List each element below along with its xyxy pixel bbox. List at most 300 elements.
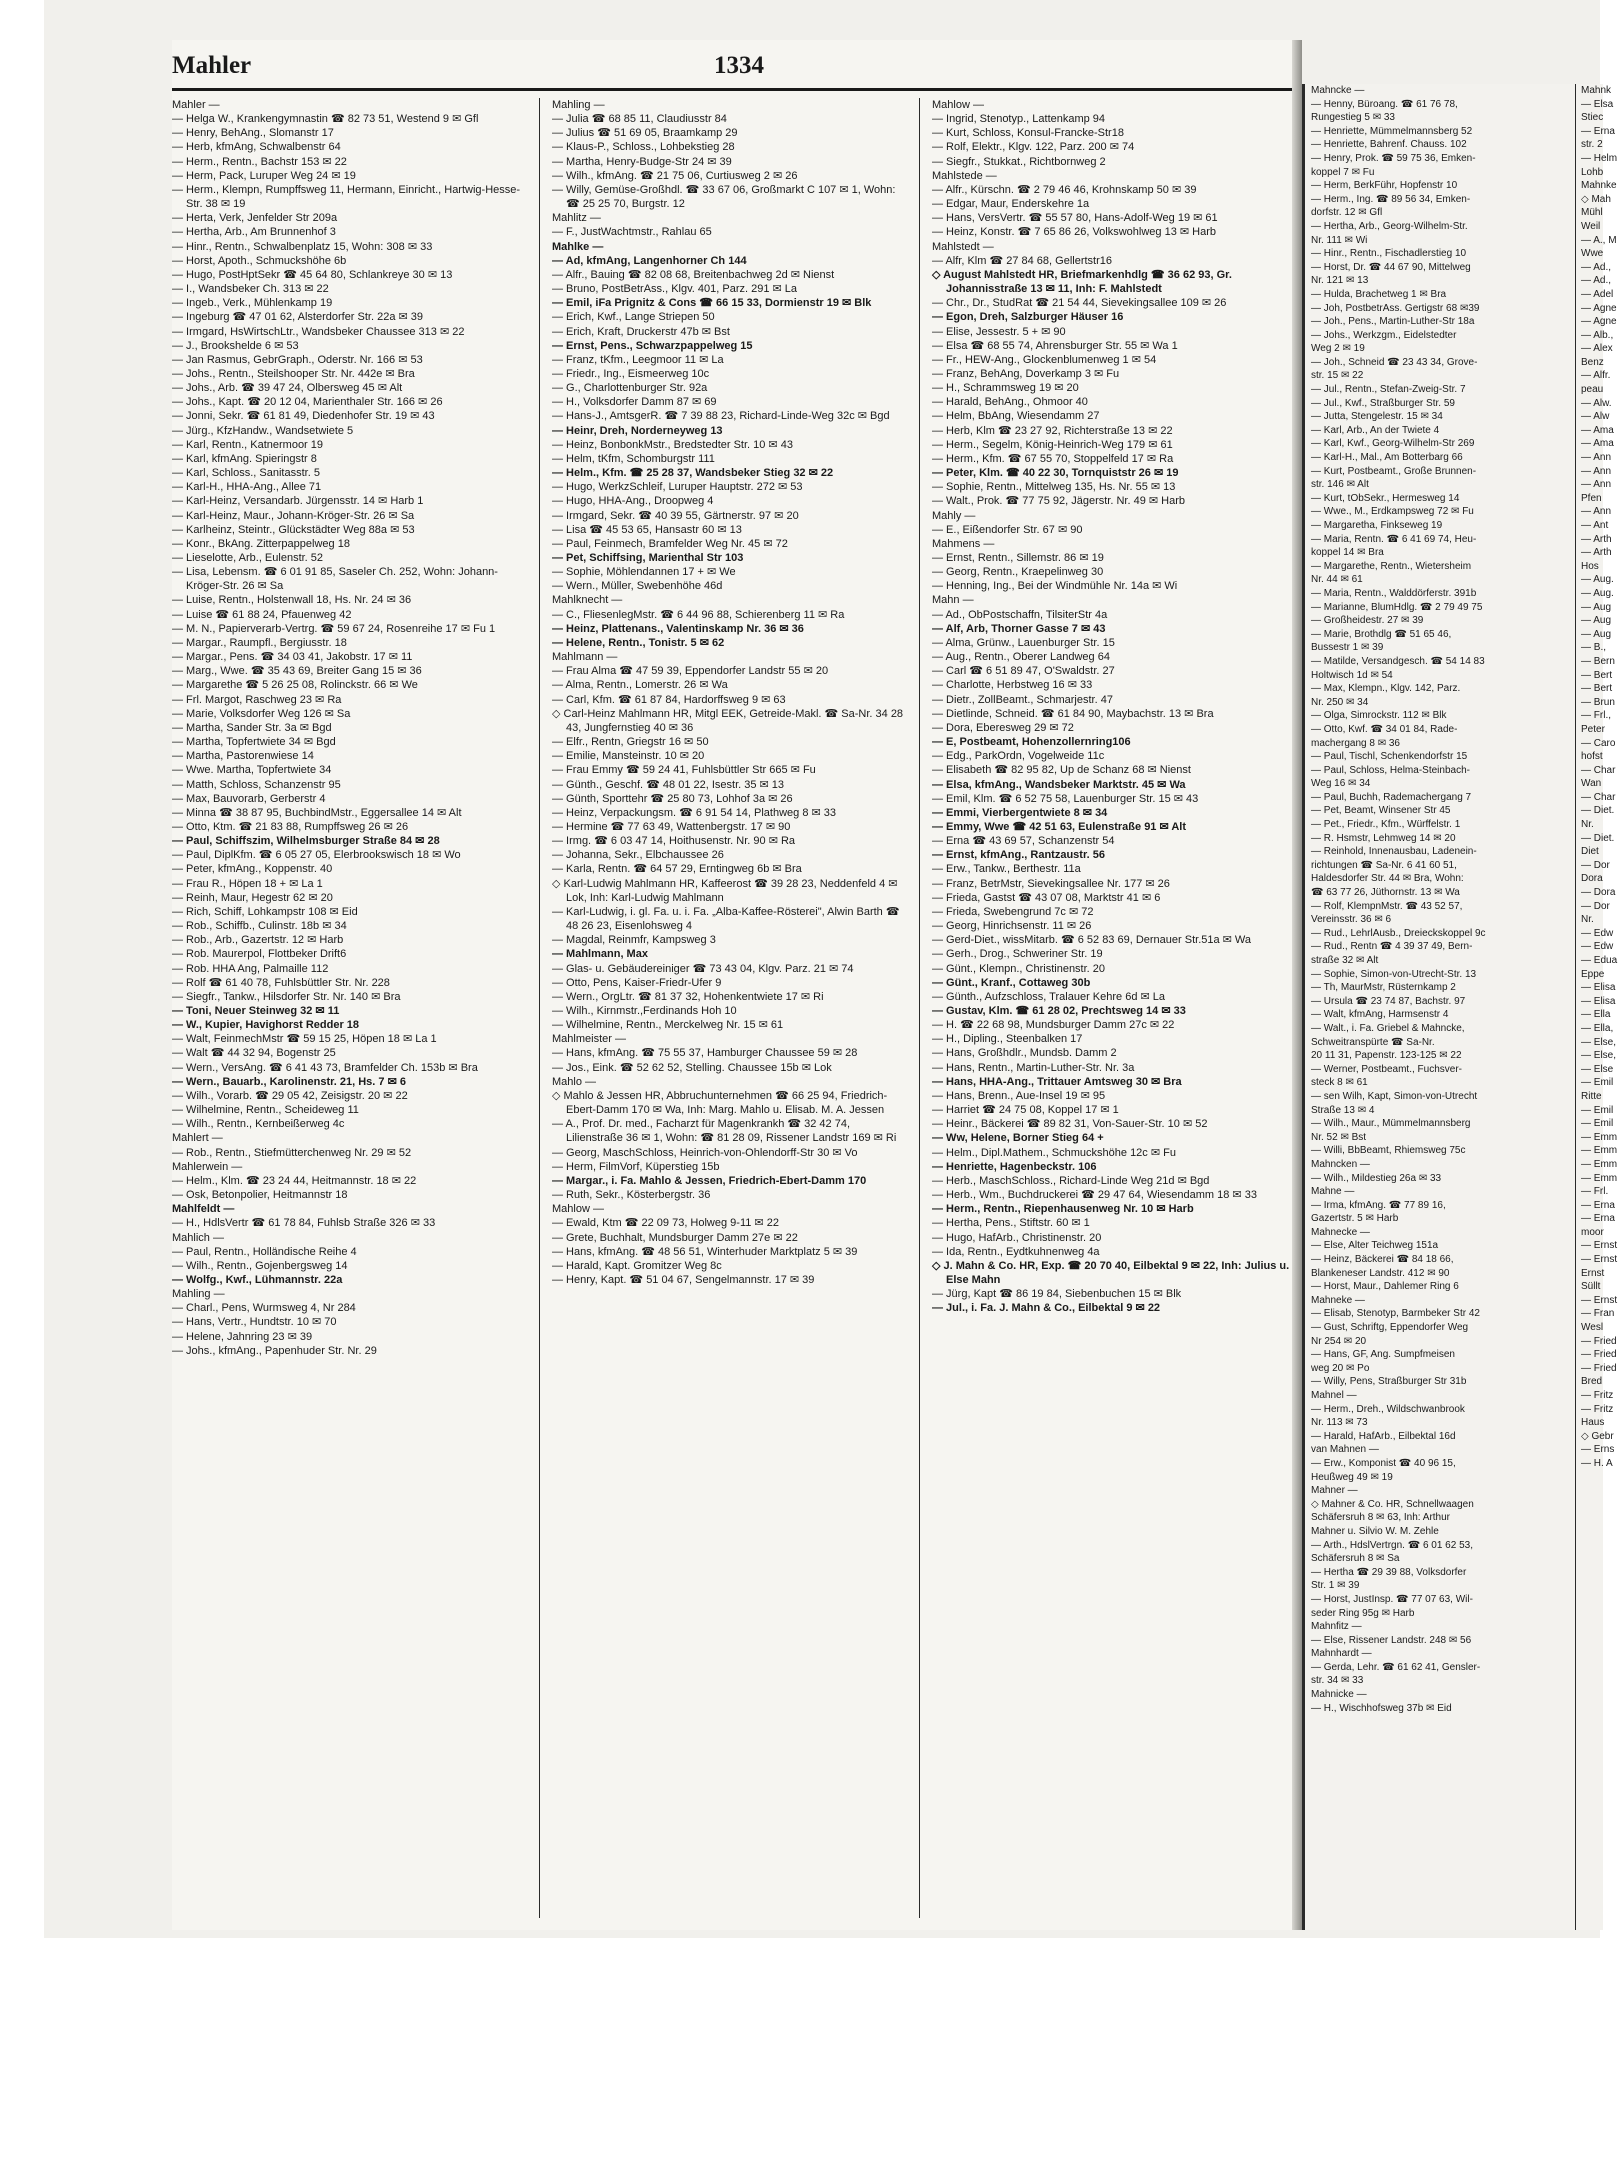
- directory-line: Gazertstr. 5 ✉ Harb: [1311, 1213, 1399, 1225]
- directory-line: Mahnicke —: [1311, 1689, 1367, 1701]
- directory-line: — Emm: [1581, 1131, 1618, 1143]
- directory-entry: — Herm, FilmVorf, Küperstieg 15b: [552, 1160, 720, 1173]
- directory-entry: — Herm., Rentn., Bachstr 153 ✉ 22: [172, 155, 347, 168]
- directory-line: Diet: [1581, 846, 1599, 858]
- surname-heading: Mahlfeldt —: [172, 1203, 235, 1216]
- directory-line: Holtwisch 1d ✉ 54: [1311, 669, 1393, 681]
- directory-entry: — Wern., OrgLtr. ☎ 81 37 32, Hohenkentwiete 17 ✉ Ri: [552, 990, 824, 1003]
- directory-line: — Ernst: [1581, 1294, 1618, 1306]
- directory-line: peau: [1581, 384, 1604, 396]
- directory-entry: — Herm., Kfm. ☎ 67 55 70, Stoppelfeld 17 ✉ Ra: [932, 452, 1174, 465]
- directory-entry: — G., Charlottenburger Str. 92a: [552, 382, 708, 395]
- directory-entry: — Herb, Klm ☎ 23 27 92, Richterstraße 13 ✉ 22: [932, 424, 1173, 437]
- directory-entry: — Rolf, Elektr., Klgv. 122, Parz. 200 ✉ 74: [932, 141, 1135, 154]
- directory-entry: — Helene, Rentn., Tonistr. 5 ✉ 62: [552, 636, 725, 649]
- directory-entry: — Otto, Ktm. ☎ 21 83 88, Rumpffsweg 26 ✉ 26: [172, 820, 409, 833]
- directory-line: ☎ 63 77 26, Jüthornstr. 13 ✉ Wa: [1311, 887, 1460, 899]
- directory-line: Süllt: [1581, 1281, 1601, 1293]
- directory-line: seder Ring 95g ✉ Harb: [1311, 1607, 1415, 1619]
- directory-line: — Ann: [1581, 465, 1612, 477]
- directory-entry: — Erich, Kwf., Lange Striepen 50: [552, 311, 715, 324]
- directory-line: Mahncken —: [1311, 1158, 1370, 1170]
- directory-line: — Margarethe, Rentn., Wietersheim: [1311, 560, 1472, 572]
- directory-line: — Emm: [1581, 1158, 1618, 1170]
- directory-line: Weg 2 ✉ 19: [1311, 343, 1365, 355]
- surname-heading: Mahling —: [172, 1288, 225, 1301]
- running-head: Mahler: [172, 52, 252, 79]
- directory-line: Straße 13 ✉ 4: [1311, 1104, 1375, 1116]
- directory-line: Rungestieg 5 ✉ 33: [1311, 112, 1395, 124]
- directory-entry: — Minna ☎ 38 87 95, BuchbindMstr., Eggersallee 14 ✉ Alt: [172, 806, 462, 819]
- directory-entry: — Henry, BehAng., Slomanstr 17: [172, 127, 334, 140]
- directory-entry: — Karlheinz, Steintr., Glückstädter Weg 88a ✉ 53: [172, 523, 415, 536]
- directory-entry: — E, Postbeamt, Hohenzollernring106: [932, 736, 1131, 749]
- directory-entry: — C., FliesenlegMstr. ☎ 6 44 96 88, Schierenberg 11 ✉ Ra: [552, 608, 845, 621]
- directory-entry: — Martha, Sander Str. 3a ✉ Bgd: [172, 721, 332, 734]
- surname-heading: Mahlerwein —: [172, 1160, 243, 1173]
- directory-line: — Erna: [1581, 1213, 1615, 1225]
- directory-entry: — Rolf ☎ 61 40 78, Fuhlsbüttler Str. Nr. 228: [172, 976, 390, 989]
- directory-entry: — Wilhelmine, Rentn., Merckelweg Nr. 15 ✉ 61: [552, 1019, 784, 1032]
- directory-line: Nr.: [1581, 914, 1594, 926]
- directory-line: Ritte: [1581, 1090, 1602, 1102]
- directory-line: Weg 16 ✉ 34: [1311, 778, 1371, 790]
- surname-heading: Mahlo —: [552, 1075, 597, 1088]
- directory-line: — Elisa: [1581, 982, 1616, 994]
- directory-line: — Matilde, Versandgesch. ☎ 54 14 83: [1311, 655, 1485, 667]
- directory-line: — Ernst: [1581, 1254, 1618, 1266]
- directory-entry: — Frau Emmy ☎ 59 24 41, Fuhlsbüttler Str 665 ✉ Fu: [552, 764, 816, 777]
- directory-entry: — Matth, Schloss, Schanzenstr 95: [172, 778, 341, 791]
- directory-entry: — F., JustWachtmstr., Rahlau 65: [552, 226, 712, 239]
- directory-entry: — Herta, Verk, Jenfelder Str 209a: [172, 212, 338, 225]
- directory-line: Nr. 113 ✉ 73: [1311, 1417, 1368, 1429]
- directory-line: — Else, Rissener Landstr. 248 ✉ 56: [1311, 1634, 1472, 1646]
- directory-entry: — W., Kupier, Havighorst Redder 18: [172, 1019, 360, 1032]
- directory-line: Haus: [1581, 1417, 1605, 1429]
- directory-line: Mahnhardt —: [1311, 1648, 1372, 1660]
- directory-entry: — Irmgard, Sekr. ☎ 40 39 55, Gärtnerstr. 97 ✉ 20: [552, 509, 799, 522]
- directory-line: — Jul., Kwf., Straßburger Str. 59: [1311, 397, 1455, 409]
- directory-entry: — Hans, Vertr., Hundtstr. 10 ✉ 70: [172, 1316, 337, 1329]
- directory-line: Mahne —: [1311, 1186, 1355, 1198]
- directory-line: Mahnecke —: [1311, 1226, 1370, 1238]
- directory-line: Vereinsstr. 36 ✉ 6: [1311, 914, 1392, 926]
- directory-entry: — H., Dipling., Steenbalken 17: [932, 1033, 1083, 1046]
- directory-entry: ◇ Karl-Ludwig Mahlmann HR, Kaffeerost ☎ 39 28 23, Neddenfeld 4 ✉ Lok, Inh: Karl-Ludwig Mahlmann: [552, 877, 898, 904]
- directory-line: Lohb: [1581, 166, 1604, 178]
- directory-entry: — Walt ☎ 44 32 94, Bogenstr 25: [172, 1047, 336, 1060]
- directory-line: — Th, MaurMstr, Rüsternkamp 2: [1311, 982, 1456, 994]
- directory-line: — Fritz: [1581, 1403, 1614, 1415]
- directory-entry: — Ewald, Ktm ☎ 22 09 73, Holweg 9-11 ✉ 22: [552, 1217, 779, 1230]
- directory-line: — Agne: [1581, 302, 1617, 314]
- directory-line: Eppe: [1581, 968, 1605, 980]
- directory-line: Schweitranspürte ☎ Sa-Nr.: [1311, 1036, 1435, 1048]
- directory-entry: — Bruno, PostBetrAss., Klgv. 401, Parz. 291 ✉ La: [552, 283, 798, 296]
- directory-line: — Jul., Rentn., Stefan-Zweig-Str. 7: [1311, 384, 1466, 396]
- directory-entry: — Glas- u. Gebäudereiniger ☎ 73 43 04, Klgv. Parz. 21 ✉ 74: [552, 962, 854, 975]
- directory-line: — Else: [1581, 1063, 1614, 1075]
- directory-entry: — Heinz, Konstr. ☎ 7 65 86 26, Volkswohlweg 13 ✉ Harb: [932, 226, 1217, 239]
- directory-column-3: [932, 98, 1292, 1918]
- directory-entry: — Marie, Volksdorfer Weg 126 ✉ Sa: [172, 707, 351, 720]
- directory-entry: — Frau Alma ☎ 47 59 39, Eppendorfer Landstr 55 ✉ 20: [552, 665, 829, 678]
- directory-line: — Ernst: [1581, 1240, 1618, 1252]
- directory-entry: — Frl. Margot, Raschweg 23 ✉ Ra: [172, 693, 342, 706]
- directory-line: Nr. 44 ✉ 61: [1311, 574, 1363, 586]
- directory-line: — Char: [1581, 791, 1616, 803]
- directory-line: — Caro: [1581, 737, 1616, 749]
- right-page-fragment: [1302, 84, 1618, 1930]
- directory-entry: — Jul., i. Fa. J. Mahn & Co., Eilbektal 9 ✉ 22: [932, 1302, 1161, 1315]
- directory-entry: — Hugo, HHA-Ang., Droopweg 4: [552, 495, 714, 508]
- directory-entry: — Wilh., kfmAng. ☎ 21 75 06, Curtiusweg 2 ✉ 26: [552, 169, 798, 182]
- directory-line: Nr. 111 ✉ Wi: [1311, 234, 1368, 246]
- directory-line: — Johs., Werkzgm., Eidelstedter: [1311, 329, 1457, 341]
- directory-entry: — Franz, BehAng, Doverkamp 3 ✉ Fu: [932, 367, 1120, 380]
- surname-heading: Mahly —: [932, 509, 976, 522]
- directory-line: — Hans, GF, Ang. Sumpfmeisen: [1311, 1349, 1455, 1361]
- directory-line: Weil: [1581, 220, 1601, 232]
- directory-entry: — Helm, BbAng, Wiesendamm 27: [932, 410, 1100, 423]
- directory-line: — Emil: [1581, 1104, 1614, 1116]
- directory-line: Mühl: [1581, 207, 1603, 219]
- directory-entry: — Emil, iFa Prignitz & Cons ☎ 66 15 33, Dormienstr 19 ✉ Blk: [552, 297, 872, 310]
- directory-line: — Walt, kfmAng, Harmsenstr 4: [1311, 1009, 1449, 1021]
- directory-entry: — Egon, Dreh, Salzburger Häuser 16: [932, 311, 1124, 324]
- directory-line: — Joh., Pens., Martin-Luther-Str 18a: [1311, 316, 1475, 328]
- directory-line: Str. 1 ✉ 39: [1311, 1580, 1360, 1592]
- directory-entry: — Emmy, Wwe ☎ 42 51 63, Eulenstraße 91 ✉ Alt: [932, 820, 1187, 833]
- directory-line: — Hertha ☎ 29 39 88, Volksdorfer: [1311, 1566, 1467, 1578]
- directory-line: — H., Wischhofsweg 37b ✉ Eid: [1311, 1702, 1452, 1714]
- directory-entry: — Max, Bauvorarb, Gerberstr 4: [172, 792, 326, 805]
- surname-heading: Mahlstede —: [932, 169, 997, 182]
- directory-entry: — Paul, Rentn., Holländische Reihe 4: [172, 1245, 357, 1258]
- directory-line: — Emil: [1581, 1118, 1614, 1130]
- directory-entry: — Karla, Rentn. ☎ 64 57 29, Erntingweg 6b ✉ Bra: [552, 863, 802, 876]
- directory-entry: — Heinz, BonbonkMstr., Bredstedter Str. 10 ✉ 43: [552, 438, 793, 451]
- directory-entry: — Frau R., Höpen 18 + ✉ La 1: [172, 877, 323, 890]
- directory-entry: — Sophie, Rentn., Mittelweg 135, Hs. Nr. 55 ✉ 13: [932, 481, 1176, 494]
- directory-line: — Ann: [1581, 479, 1612, 491]
- directory-entry: — Willy, Gemüse-Großhdl. ☎ 33 67 06, Großmarkt C 107 ✉ 1, Wohn: ☎ 25 25 70, Burgstr. 12: [552, 183, 896, 211]
- directory-entry: — Jos., Eink. ☎ 52 62 52, Stelling. Chaussee 15b ✉ Lok: [552, 1061, 832, 1074]
- directory-line: — Edw: [1581, 941, 1614, 953]
- directory-entry: — Julius ☎ 51 69 05, Braamkamp 29: [552, 127, 738, 140]
- directory-line: Mahnel —: [1311, 1390, 1357, 1401]
- directory-entry: — Karl-H., HHA-Ang., Allee 71: [172, 481, 322, 494]
- directory-entry: — Frieda, Gastst ☎ 43 07 08, Marktstr 41 ✉ 6: [932, 891, 1161, 904]
- directory-entry: — Ingrid, Stenotyp., Lattenkamp 94: [932, 113, 1106, 126]
- directory-entry: — Otto, Pens, Kaiser-Friedr-Ufer 9: [552, 976, 722, 989]
- directory-entry: — H., Schrammsweg 19 ✉ 20: [932, 382, 1079, 395]
- directory-line: — Paul, Schloss, Helma-Steinbach-: [1311, 764, 1470, 776]
- directory-entry: — A., Prof. Dr. med., Facharzt für Magenkrankh ☎ 32 42 74, Lilienstraße 36 ✉ 1, Wohn: ☎ 81 28 09, Rissener Landstr 169 ✉ Ri: [552, 1118, 897, 1145]
- directory-line: — Dor: [1581, 859, 1610, 871]
- directory-line: — Gust, Schriftg, Eppendorfer Weg: [1311, 1322, 1469, 1334]
- directory-entry: — Gustav, Klm. ☎ 61 28 02, Prechtsweg 14 ✉ 33: [932, 1005, 1186, 1017]
- directory-entry: — Edg., ParkOrdn, Vogelweide 11c: [932, 750, 1105, 763]
- directory-line: machergang 8 ✉ 36: [1311, 737, 1400, 749]
- directory-entry: — Peter, kfmAng., Koppenstr. 40: [172, 863, 333, 876]
- directory-entry: — Günth., Aufzschloss, Tralauer Kehre 6d ✉ La: [932, 990, 1166, 1003]
- directory-entry: — Johs., Kapt. ☎ 20 12 04, Marienthaler Str. 166 ✉ 26: [172, 396, 443, 409]
- directory-entry: — Irmgard, HsWirtschLtr., Wandsbeker Chaussee 313 ✉ 22: [172, 325, 465, 338]
- directory-line: — Maria, Rentn. ☎ 6 41 69 74, Heu-: [1311, 533, 1477, 545]
- directory-entry: — Peter, Klm. ☎ 40 22 30, Tornquiststr 26 ✉ 19: [932, 467, 1179, 480]
- directory-entry: — J., Brookshelde 6 ✉ 53: [172, 339, 299, 352]
- directory-line: dorfstr. 12 ✉ Gfl: [1311, 207, 1383, 219]
- surname-heading: Mahlich —: [172, 1231, 224, 1244]
- directory-line: weg 20 ✉ Po: [1311, 1362, 1370, 1374]
- directory-entry: — Gerh., Drog., Schweriner Str. 19: [932, 948, 1103, 961]
- directory-entry: — Paul, DiplKfm. ☎ 6 05 27 05, Elerbrookswisch 18 ✉ Wo: [172, 849, 461, 862]
- directory-line: Nr. 121 ✉ 13: [1311, 275, 1369, 287]
- directory-entry: — Aug., Rentn., Oberer Landweg 64: [932, 651, 1110, 664]
- directory-line: — Henny, Büroang. ☎ 61 76 78,: [1311, 98, 1458, 110]
- directory-entry: — Erich, Kraft, Druckerstr 47b ✉ Bst: [552, 325, 730, 338]
- directory-entry: — Carl, Kfm. ☎ 61 87 84, Hardorffsweg 9 ✉ 63: [552, 693, 786, 706]
- directory-line: — Else,: [1581, 1050, 1617, 1062]
- directory-line: — Alw.: [1581, 397, 1612, 409]
- left-page: [172, 40, 1292, 1930]
- directory-entry: — Ruth, Sekr., Kösterbergstr. 36: [552, 1189, 711, 1202]
- directory-line: hofst: [1581, 751, 1603, 763]
- directory-entry: — Jürg., KfzHandw., Wandsetwiete 5: [172, 424, 354, 437]
- directory-line: — Hinr., Rentn., Fischadlerstieg 10: [1311, 248, 1467, 260]
- directory-entry: — Hans, Rentn., Martin-Luther-Str. Nr. 3a: [932, 1061, 1135, 1074]
- directory-line: — Wilh., Mildestieg 26a ✉ 33: [1311, 1172, 1442, 1184]
- directory-entry: — Herm., Rentn., Riepenhausenweg Nr. 10 ✉ Harb: [932, 1203, 1194, 1216]
- directory-entry: — Hans, Brenn., Aue-Insel 19 ✉ 95: [932, 1089, 1106, 1102]
- directory-line: — Arth: [1581, 547, 1612, 559]
- directory-entry: ◇ August Mahlstedt HR, Briefmarkenhdlg ☎ 36 62 93, Gr. Johannisstraße 13 ✉ 11, Inh: F. Mahlstedt: [932, 268, 1232, 296]
- directory-line: Mahnfitz —: [1311, 1621, 1362, 1633]
- directory-line: Mahner u. Silvio W. M. Zehle: [1311, 1525, 1439, 1537]
- directory-entry: — Hugo, WerkzSchleif, Luruper Hauptstr. 272 ✉ 53: [552, 481, 803, 494]
- directory-line: — Ella,: [1581, 1022, 1614, 1034]
- surname-heading: Mahlknecht —: [552, 594, 623, 607]
- surname-heading: Mahler —: [172, 99, 220, 111]
- directory-line: — Brun: [1581, 696, 1615, 708]
- directory-entry: — Walt., Prok. ☎ 77 75 92, Jägerstr. Nr. 49 ✉ Harb: [932, 495, 1185, 508]
- directory-line: — Emil: [1581, 1077, 1614, 1089]
- directory-entry: — Günth., Geschf. ☎ 48 01 22, Isestr. 35 ✉ 13: [552, 778, 785, 791]
- directory-line: ◇ Mahner & Co. HR, Schnellwaagen: [1311, 1498, 1474, 1510]
- directory-line: — Herm, BerkFühr, Hopfenstr 10: [1311, 180, 1458, 192]
- directory-entry: — Kurt, Schloss, Konsul-Francke-Str18: [932, 127, 1124, 140]
- directory-line: Bussestr 1 ✉ 39: [1311, 642, 1384, 654]
- directory-entry: — Henriette, Hagenbeckstr. 106: [932, 1160, 1097, 1173]
- directory-entry: ◇ Carl-Heinz Mahlmann HR, Mitgl EEK, Getreide-Makl. ☎ Sa-Nr. 34 28 43, Jungfernstieg 40 ✉ 36: [552, 707, 904, 734]
- directory-line: Nr 254 ✉ 20: [1311, 1335, 1367, 1347]
- directory-line: Stiec: [1581, 112, 1604, 124]
- directory-line: — Henry, Prok. ☎ 59 75 36, Emken-: [1311, 152, 1476, 164]
- directory-line: — Arth: [1581, 533, 1612, 545]
- directory-line: — Ama: [1581, 438, 1614, 450]
- directory-line: Haldesdorfer Str. 44 ✉ Bra, Wohn:: [1311, 873, 1464, 885]
- directory-entry: — Georg, MaschSchloss, Heinrich-von-Ohlendorff-Str 30 ✉ Vo: [552, 1146, 858, 1159]
- directory-entry: — Wern., Müller, Swebenhöhe 46d: [552, 580, 723, 593]
- directory-line: — Karl-H., Mal., Am Botterbarg 66: [1311, 452, 1463, 464]
- directory-entry: — Heinz, Verpackungsm. ☎ 6 91 54 14, Plathweg 8 ✉ 33: [552, 806, 837, 819]
- directory-line: straße 32 ✉ Alt: [1311, 955, 1379, 966]
- directory-entry: — Emmi, Vierbergentwiete 8 ✉ 34: [932, 806, 1108, 819]
- directory-line: — B.,: [1581, 642, 1607, 654]
- directory-line: — Else,: [1581, 1036, 1617, 1048]
- directory-entry: — Helm, tKfm, Schomburgstr 111: [552, 452, 715, 465]
- directory-entry: — Karl, kfmAng. Spieringstr 8: [172, 452, 317, 465]
- directory-line: — Edua: [1581, 955, 1618, 966]
- directory-entry: — Rob. Maurerpol, Flottbeker Drift6: [172, 948, 347, 961]
- directory-entry: — Hans, Großhdlr., Mundsb. Damm 2: [932, 1047, 1117, 1060]
- directory-entry: — Ad, kfmAng, Langenhorner Ch 144: [552, 254, 747, 267]
- directory-entry: — Harald, Kapt. Gromitzer Weg 8c: [552, 1259, 722, 1272]
- directory-entry: — Harald, BehAng., Ohmoor 40: [932, 396, 1088, 409]
- directory-line: Dora: [1581, 873, 1603, 885]
- directory-entry: — Chr., Dr., StudRat ☎ 21 54 44, Sievekingsallee 109 ✉ 26: [932, 297, 1227, 310]
- directory-entry: — Martha, Topfertwiete 34 ✉ Bgd: [172, 736, 336, 749]
- directory-entry: — Hugo, PostHptSekr ☎ 45 64 80, Schlankreye 30 ✉ 13: [172, 268, 453, 281]
- directory-entry: — Reinh, Maur, Hegestr 62 ✉ 20: [172, 891, 333, 904]
- directory-entry: — Friedr., Ing., Eismeerweg 10c: [552, 367, 710, 380]
- directory-line: ◇ Mah: [1581, 193, 1611, 205]
- directory-entry: — Herb, kfmAng, Schwalbenstr 64: [172, 141, 341, 154]
- directory-entry: — Elsa, kfmAng., Wandsbeker Marktstr. 45 ✉ Wa: [932, 778, 1186, 791]
- directory-line: — Erns: [1581, 1444, 1615, 1456]
- scanned-spread: [44, 0, 1618, 1938]
- directory-entry: — Sophie, Möhlendannen 17 + ✉ We: [552, 566, 736, 579]
- directory-entry: — Hugo, HafArb., Christinenstr. 20: [932, 1231, 1102, 1244]
- directory-entry: — Charl., Pens, Wurmsweg 4, Nr 284: [172, 1302, 356, 1315]
- directory-entry: — Karl, Schloss., Sanitasstr. 5: [172, 467, 320, 480]
- directory-entry: — Jan Rasmus, GebrGraph., Oderstr. Nr. 166 ✉ 53: [172, 353, 423, 366]
- directory-entry: — Osk, Betonpolier, Heitmannstr 18: [172, 1189, 348, 1202]
- directory-line: — Aug.: [1581, 574, 1614, 586]
- directory-line: — Fried: [1581, 1349, 1617, 1361]
- directory-entry: — Emil, Klm. ☎ 6 52 75 58, Lauenburger Str. 15 ✉ 43: [932, 792, 1199, 805]
- directory-entry: — Günth, Sporttehr ☎ 25 80 73, Lohhof 3a ✉ 26: [552, 792, 793, 805]
- directory-entry: — Dietlinde, Schneid. ☎ 61 84 90, Maybachstr. 13 ✉ Bra: [932, 707, 1214, 720]
- directory-line: — Alb.,: [1581, 329, 1614, 341]
- directory-entry: — Luise ☎ 61 88 24, Pfauenweg 42: [172, 608, 352, 621]
- directory-entry: — Erna ☎ 43 69 57, Schanzenstr 54: [932, 835, 1115, 848]
- surname-heading: Mahlke —: [552, 240, 604, 253]
- directory-line: — Char: [1581, 764, 1616, 776]
- directory-line: Wan: [1581, 778, 1602, 790]
- directory-entry: — Georg, Rentn., Kraepelinweg 30: [932, 566, 1104, 579]
- directory-line: Nr. 250 ✉ 34: [1311, 696, 1369, 708]
- column-rule: [539, 98, 540, 1918]
- directory-entry: — Wern., Bauarb., Karolinenstr. 21, Hs. 7 ✉ 6: [172, 1075, 406, 1088]
- directory-entry: — Johanna, Sekr., Elbchaussee 26: [552, 849, 724, 862]
- directory-entry: — Jonni, Sekr. ☎ 61 81 49, Diedenhofer Str. 19 ✉ 43: [172, 410, 435, 423]
- directory-entry: — Hans, kfmAng. ☎ 75 55 37, Hamburger Chaussee 59 ✉ 28: [552, 1047, 858, 1060]
- directory-line: koppel 7 ✉ Fu: [1311, 166, 1375, 178]
- directory-line: — Bert: [1581, 669, 1613, 681]
- directory-entry: — Wern., VersAng. ☎ 6 41 43 73, Bramfelder Ch. 153b ✉ Bra: [172, 1061, 478, 1074]
- directory-line: — Agne: [1581, 316, 1617, 328]
- directory-entry: — Helm., Klm. ☎ 23 24 44, Heitmannstr. 18 ✉ 22: [172, 1174, 417, 1187]
- directory-line: Bred: [1581, 1376, 1603, 1388]
- directory-entry: — Martha, Henry-Budge-Str 24 ✉ 39: [552, 155, 732, 168]
- directory-line: — Kurt, tObSekr., Hermesweg 14: [1311, 492, 1460, 504]
- directory-entry: — Heinz, Plattenans., Valentinskamp Nr. 36 ✉ 36: [552, 622, 804, 635]
- directory-entry: — Ww, Helene, Borner Stieg 64 +: [932, 1132, 1104, 1145]
- directory-entry: — Margar., Raumpfl., Bergiusstr. 18: [172, 636, 347, 649]
- directory-entry: — Helga W., Krankengymnastin ☎ 82 73 51, Westend 9 ✉ Gfl: [172, 113, 479, 126]
- directory-line: — Margaretha, Finkseweg 19: [1311, 520, 1443, 531]
- directory-line: — Fran: [1581, 1308, 1615, 1320]
- directory-line: Heußweg 49 ✉ 19: [1311, 1471, 1393, 1483]
- directory-line: — Elsa: [1581, 98, 1614, 110]
- directory-entry: — Lisa ☎ 45 53 65, Hansastr 60 ✉ 13: [552, 523, 742, 536]
- directory-line: — Max, Klempn., Klgv. 142, Parz.: [1311, 683, 1461, 695]
- directory-entry: — Henry, Kapt. ☎ 51 04 67, Sengelmannstr. 17 ✉ 39: [552, 1273, 815, 1286]
- directory-entry: — Margar., Pens. ☎ 34 03 41, Jakobstr. 17 ✉ 11: [172, 651, 413, 664]
- directory-line: Ernst: [1581, 1267, 1605, 1279]
- directory-line: — Joh, PostbetrAss. Gertigstr 68 ✉39: [1311, 302, 1480, 314]
- directory-entry: — Henning, Ing., Bei der Windmühle Nr. 14a ✉ Wi: [932, 580, 1178, 593]
- directory-line: — sen Wilh, Kapt, Simon-von-Utrecht: [1311, 1090, 1478, 1102]
- directory-entry: — Heinr., Bäckerei ☎ 89 82 31, Von-Sauer-Str. 10 ✉ 52: [932, 1118, 1208, 1131]
- directory-entry: — Hans, HHA-Ang., Trittauer Amtsweg 30 ✉ Bra: [932, 1075, 1182, 1088]
- directory-line: Peter: [1581, 723, 1605, 735]
- directory-line: richtungen ☎ Sa-Nr. 6 41 60 51,: [1311, 859, 1457, 871]
- directory-entry: — Frieda, Swebengrund 7c ✉ 72: [932, 905, 1094, 918]
- directory-line: — Kurt, Postbeamt., Große Brunnen-: [1311, 465, 1477, 477]
- directory-line: — Emm: [1581, 1172, 1618, 1184]
- directory-line: Mahner —: [1311, 1485, 1358, 1497]
- directory-line: Mahncke —: [1311, 85, 1365, 96]
- directory-line: — Heinz, Bäckerei ☎ 84 18 66,: [1311, 1254, 1454, 1266]
- directory-entry: — Margar., i. Fa. Mahlo & Jessen, Friedrich-Ebert-Damm 170: [552, 1174, 867, 1187]
- directory-entry: — Carl ☎ 6 51 89 47, O'Swaldstr. 27: [932, 665, 1115, 678]
- directory-line: — Adel: [1581, 288, 1614, 300]
- surname-heading: Mahlow —: [932, 99, 984, 111]
- directory-entry: — Walt, FeinmechMstr ☎ 59 15 25, Höpen 18 ✉ La 1: [172, 1033, 437, 1046]
- directory-entry: — Charlotte, Herbstweg 16 ✉ 33: [932, 679, 1093, 692]
- directory-line: — Ann: [1581, 506, 1612, 518]
- directory-line: — Harald, HafArb., Eilbektal 16d: [1311, 1430, 1456, 1442]
- directory-entry: — Toni, Neuer Steinweg 32 ✉ 11: [172, 1005, 340, 1017]
- directory-line: — Horst, JustInsp. ☎ 77 07 63, Wil-: [1311, 1593, 1473, 1605]
- directory-column-1: [172, 98, 526, 1918]
- directory-entry: — Herb., MaschSchloss., Richard-Linde Weg 21d ✉ Bgd: [932, 1174, 1210, 1187]
- directory-line: Mahneke —: [1311, 1294, 1365, 1306]
- directory-entry: — Günt., Klempn., Christinenstr. 20: [932, 962, 1106, 975]
- directory-line: van Mahnen —: [1311, 1444, 1379, 1456]
- directory-line: — Ad.,: [1581, 275, 1612, 287]
- directory-line: — Dora: [1581, 887, 1616, 899]
- directory-entry: — Wwe. Martha, Topfertwiete 34: [172, 764, 332, 777]
- directory-line: — Frl.: [1581, 1186, 1609, 1198]
- directory-entry: — Karl-Heinz, Maur., Johann-Kröger-Str. 26 ✉ Sa: [172, 509, 415, 522]
- directory-line: koppel 14 ✉ Bra: [1311, 547, 1384, 559]
- directory-entry: — Helm., Dipl.Mathem., Schmuckshöhe 12c ✉ Fu: [932, 1146, 1176, 1159]
- directory-entry: — Julia ☎ 68 85 11, Claudiusstr 84: [552, 113, 727, 126]
- directory-entry: — Karl-Ludwig, i. gl. Fa. u. i. Fa. „Alba-Kaffee-Rösterei", Alwin Barth ☎ 48 26 23, Eisenlohsweg 4: [552, 905, 900, 933]
- directory-line: str. 2: [1581, 139, 1603, 151]
- surname-heading: Mahmens —: [932, 537, 995, 550]
- surname-heading: Mahlmeister —: [552, 1033, 626, 1046]
- directory-line: — H. A: [1581, 1457, 1613, 1469]
- directory-line: Mahnk: [1581, 85, 1612, 96]
- directory-line: Wwe: [1581, 248, 1604, 260]
- directory-entry: — Luise, Rentn., Holstenwall 18, Hs. Nr. 24 ✉ 36: [172, 594, 412, 607]
